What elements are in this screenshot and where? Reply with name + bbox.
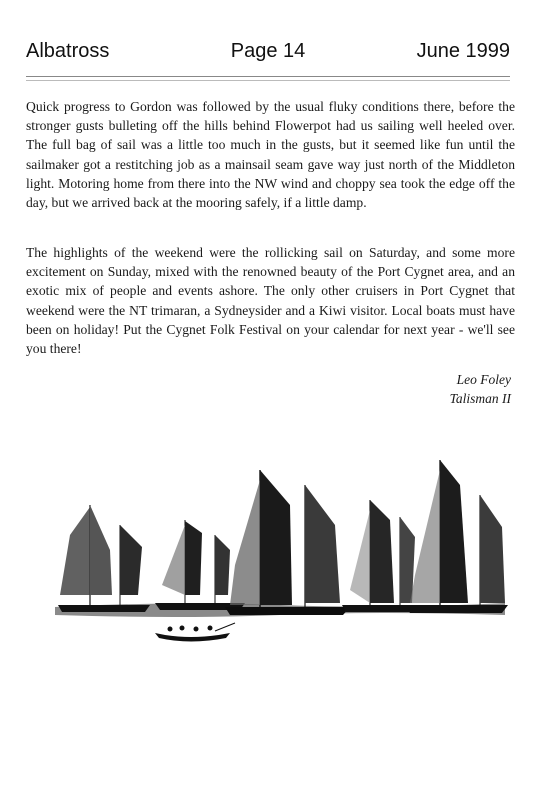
ship-center [225, 470, 350, 615]
boat-name: Talisman II [449, 391, 511, 406]
header-rule-secondary [26, 80, 510, 81]
page-header [26, 40, 510, 68]
ship-left [58, 505, 150, 612]
signature-block [450, 370, 511, 408]
article-paragraph-2: The highlights of the weekend were the rollicking sail on Saturday, and some more excitement on Sunday, mixed with the renowned beauty of the Port Cygnet area, and an exotic mix of people and events ashore. The only other cruisers in Port Cygnet that weekend were the NT trimaran, a Sydneysider and a Kiwi visitor. Local boats must have been on holiday! Put the Cygnet Folk Festival on your calendar for next year - we'll see you there! [26, 245, 515, 357]
header-rule [26, 76, 510, 77]
page-number: Page 14 [230, 40, 306, 62]
rowing-boat [155, 623, 235, 642]
ship-right [405, 460, 508, 613]
author-name: Leo Foley [456, 372, 511, 387]
publication-title: Albatross [26, 40, 110, 62]
article-paragraph-1: Quick progress to Gordon was followed by the usual fluky conditions there, before the stronger gusts bulleting off the hills behind Flowerpot had us sailing well heeled over. The full bag of sail was a little too much in the gusts, but it seemed like fun until the sailmaker got a restitching job as a mainsail seam gave way just north of the Middleton light. Motoring home from there into the NW wind and choppy sea took the edge off the day, but we arrived back at the mooring safely, if a little damp. [26, 99, 515, 211]
sailing-ships-illustration [50, 455, 510, 650]
issue-date: June 1999 [416, 40, 510, 62]
